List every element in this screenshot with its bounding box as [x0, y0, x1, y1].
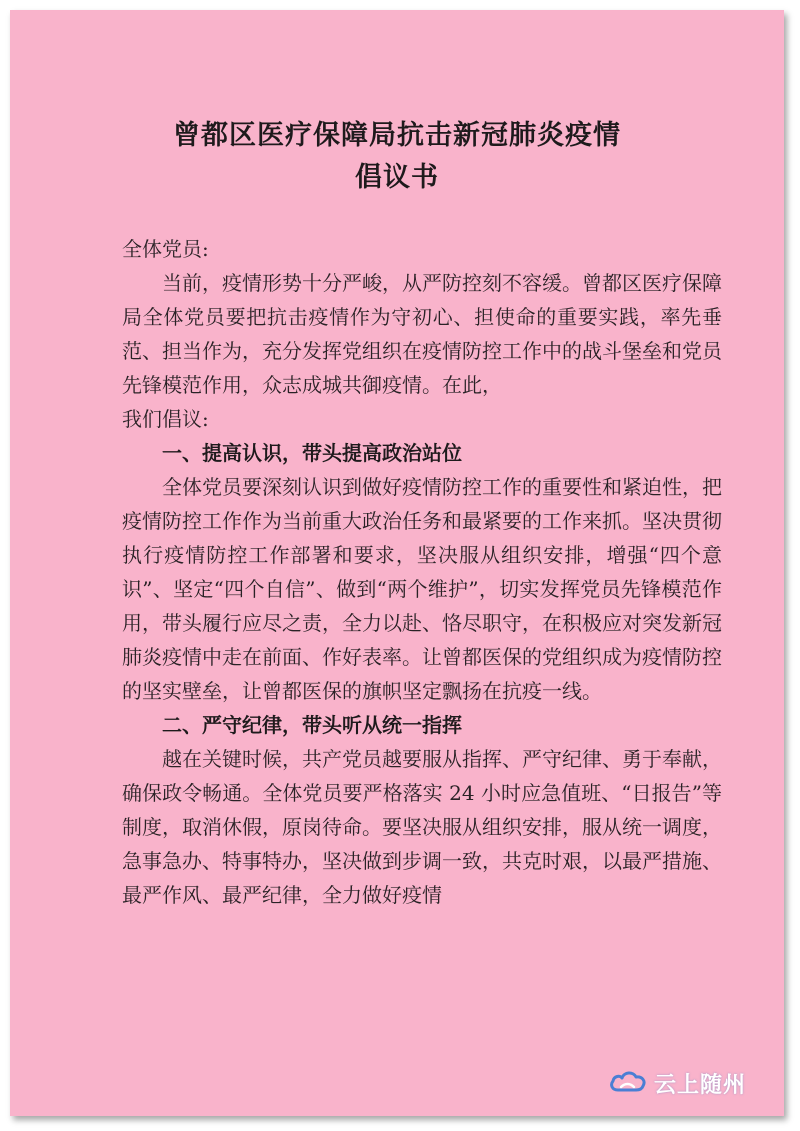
proposal-lead: 我们倡议: [122, 407, 209, 431]
document-body [122, 232, 722, 912]
intro-paragraph: 当前，疫情形势十分严峻，从严防控刻不容缓。曾都区医疗保障局全体党员要把抗击疫情作为守初心、担使命的重要实践，率先垂范、担当作为，充分发挥党组织在疫情防控工作中的战斗堡垒和党员先锋模范作用，众志成城共御疫情。在此， [122, 271, 722, 397]
salutation: 全体党员: [122, 237, 209, 261]
document-page [10, 10, 784, 1116]
document-title: 曾都区医疗保障局抗击新冠肺炎疫情 [173, 120, 621, 151]
section-1-paragraph: 全体党员要深刻认识到做好疫情防控工作的重要性和紧迫性，把疫情防控工作作为当前重大政治任务和最紧要的工作来抓。坚决贯彻执行疫情防控工作部署和要求，坚决服从组织安排，增强“四个意识”、坚定“四个自信”、做到“两个维护”，切实发挥党员先锋模范作用，带头履行应尽之责，全力以赴、恪尽职守，在积极应对突发新冠肺炎疫情中走在前面、作好表率。让曾都医保的党组织成为疫情防控的坚实壁垒，让曾都医保的旗帜坚定飘扬在抗疫一线。 [122, 475, 722, 703]
section-2-paragraph: 越在关键时候，共产党员越要服从指挥、严守纪律、勇于奉献，确保政令畅通。全体党员要严格落实 24 小时应急值班、“日报告”等制度，取消休假，原岗待命。要坚决服从组织安排，服从统一调度，急事急办、特事特办，坚决做到步调一致，共克时艰，以最严措施、最严作风、最严纪律，全力做好疫情 [122, 747, 722, 907]
section-2-heading: 二、严守纪律，带头听从统一指挥 [162, 713, 462, 737]
document-subtitle: 倡议书 [355, 162, 439, 193]
watermark-text: 云上随州 [654, 1073, 747, 1098]
watermark [608, 1066, 746, 1101]
cloud-icon [608, 1066, 648, 1101]
section-1-heading: 一、提高认识，带头提高政治站位 [162, 441, 462, 465]
